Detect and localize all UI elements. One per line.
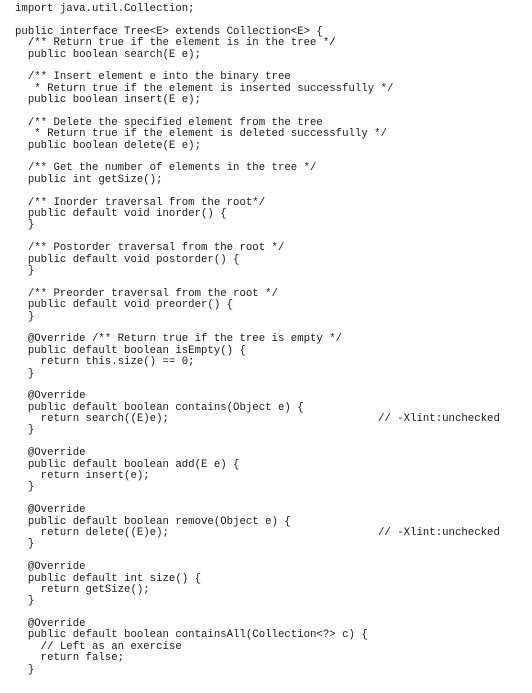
code-line-text: @Override /** Return true if the tree is empty */ (15, 333, 343, 346)
code-listing (15, 3, 500, 676)
code-line-text: public default void inorder() { (15, 208, 227, 221)
code-line (15, 300, 393, 311)
code-line-text: public default void postorder() { (15, 253, 240, 266)
code-line-text: public boolean search(E e); (15, 48, 201, 61)
code-line-text: public int getSize(); (15, 173, 163, 186)
code-line (15, 665, 393, 676)
code-line (15, 220, 393, 231)
code-line-text: /** Insert element e into the binary tree (15, 71, 291, 84)
code-line (15, 413, 500, 426)
code-line-text: } (15, 219, 35, 232)
code-line-text: /** Inorder traversal from the root*/ (15, 196, 266, 209)
code-line-text: import java.util.Collection; (15, 3, 195, 15)
code-line-text: return search((E)e); (15, 413, 169, 426)
code-line-text: @Override (15, 504, 86, 517)
code-line-text: * Return true if the element is deleted successfully */ (15, 128, 387, 141)
code-line-text: public boolean insert(E e); (15, 94, 201, 107)
code-line (15, 482, 393, 493)
code-line-text: * Return true if the element is inserted successfully */ (15, 82, 394, 95)
code-line-text: } (15, 264, 35, 277)
code-line (15, 141, 393, 152)
code-line (15, 4, 393, 15)
code-line (15, 539, 393, 550)
code-line-text: public default boolean containsAll(Collection<?> c) { (15, 629, 368, 642)
code-line (15, 175, 393, 186)
code-line-text: /** Preorder traversal from the root */ (15, 287, 278, 300)
code-line-text: public default boolean remove(Object e) { (15, 515, 291, 528)
code-line-text: public interface Tree<E> extends Collection<E> { (15, 25, 323, 38)
code-line-text: /** Return true if the element is in the tree */ (15, 37, 336, 50)
code-line-text: public boolean delete(E e); (15, 139, 201, 152)
code-line-text: } (15, 481, 35, 494)
code-line (15, 526, 500, 539)
code-line (15, 95, 393, 106)
code-line (15, 50, 393, 61)
code-line (15, 255, 393, 266)
code-line-text: public default void preorder() { (15, 299, 234, 312)
code-line (15, 596, 393, 607)
code-line-text: /** Delete the specified element from the tree (15, 116, 323, 129)
trailing-comment: // -Xlint:unchecked (378, 413, 500, 426)
code-line (15, 312, 393, 323)
code-line-text: @Override (15, 390, 86, 403)
code-line-text: public default boolean isEmpty() { (15, 344, 246, 357)
code-line (15, 266, 393, 277)
code-line-text: public default boolean contains(Object e) { (15, 401, 304, 414)
code-line (15, 369, 393, 380)
code-line (15, 209, 393, 220)
code-line-text: return false; (15, 652, 125, 665)
code-line-text: @Override (15, 447, 86, 460)
code-line (15, 471, 393, 482)
code-line-text: @Override (15, 618, 86, 631)
code-line-text: return this.size() == 0; (15, 356, 195, 369)
code-line-text: } (15, 424, 35, 437)
code-line-text: } (15, 595, 35, 608)
code-line-text: } (15, 538, 35, 551)
code-line-text: return insert(e); (15, 470, 150, 483)
trailing-comment: // -Xlint:unchecked (378, 526, 500, 539)
code-line-text: @Override (15, 561, 86, 574)
code-line-text: return getSize(); (15, 583, 150, 596)
code-line-text: /** Postorder traversal from the root */ (15, 242, 285, 255)
code-line-text: } (15, 663, 35, 676)
code-line-text: } (15, 367, 35, 380)
code-line-text: public default boolean add(E e) { (15, 458, 240, 471)
code-line-text: return delete((E)e); (15, 526, 169, 539)
code-line-text: public default int size() { (15, 572, 201, 585)
code-line (15, 357, 393, 368)
code-line-text: } (15, 310, 35, 323)
code-line-text: // Left as an exercise (15, 640, 182, 653)
code-line (15, 653, 393, 664)
code-line (15, 425, 393, 436)
code-line-text: /** Get the number of elements in the tree */ (15, 162, 317, 175)
code-line (15, 585, 393, 596)
